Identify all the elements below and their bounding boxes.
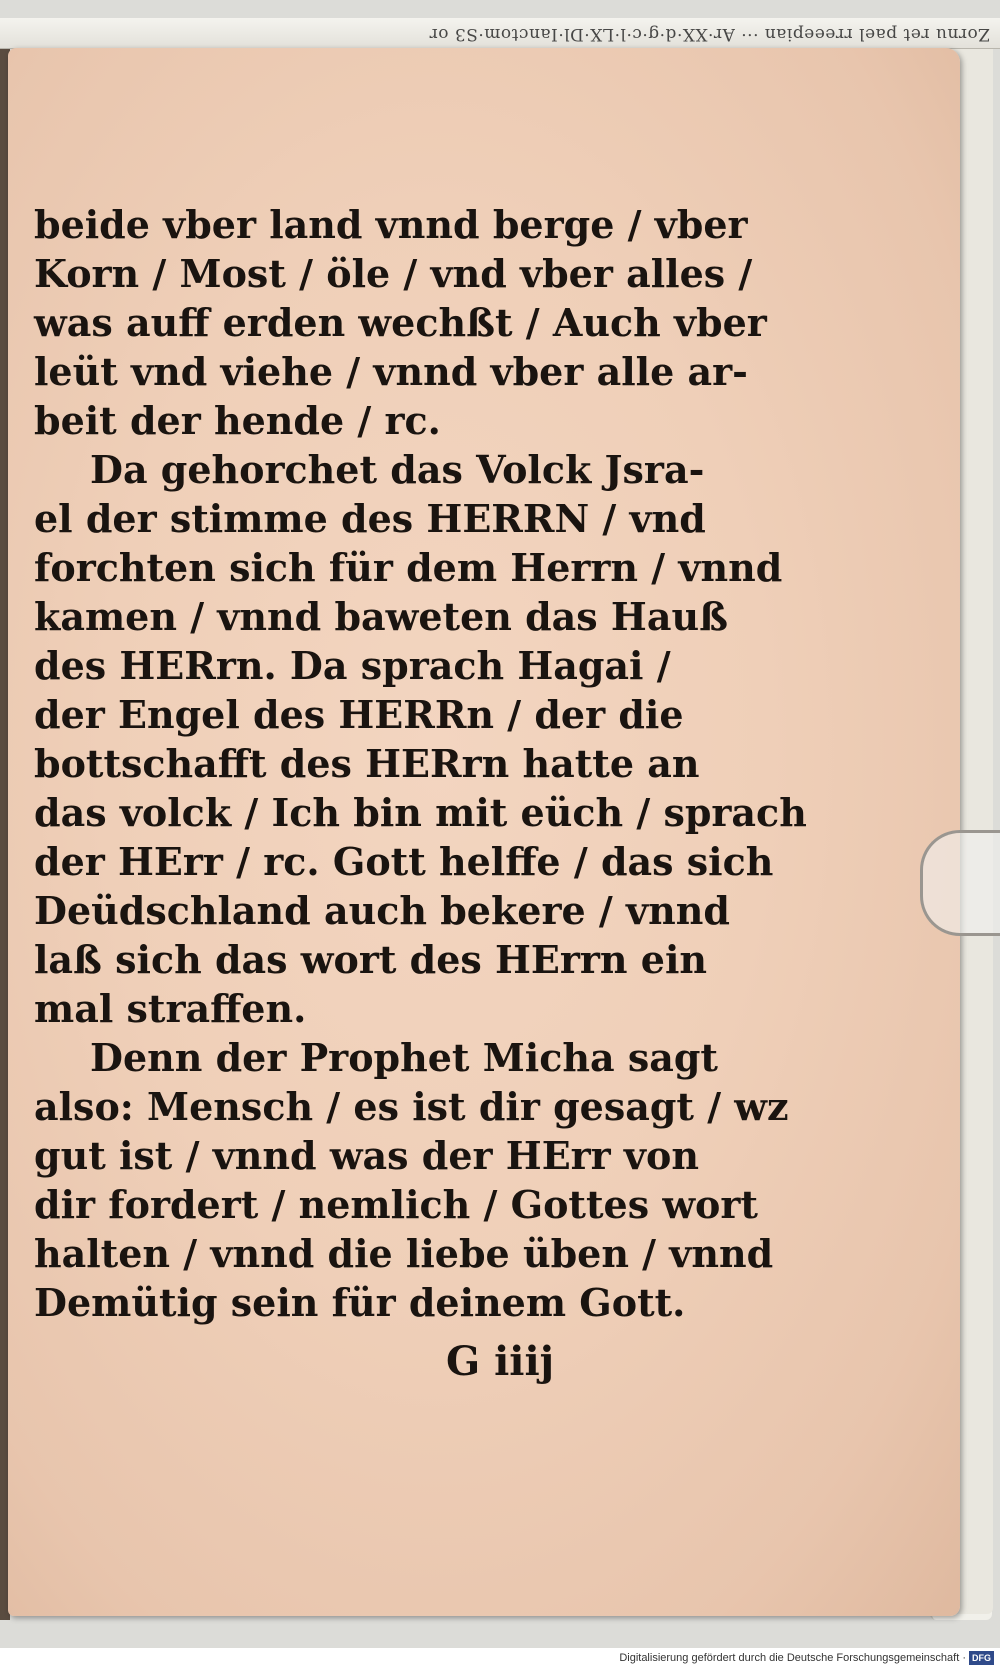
text-line: beide vber land vnnd berge / vber — [34, 202, 748, 247]
page-clip — [920, 830, 1000, 936]
text-line: das volck / Ich bin mit eüch / sprach — [34, 790, 807, 835]
text-line: was auff erden wechßt / Auch vber — [34, 300, 767, 345]
text-line: mal straffen. — [34, 986, 307, 1031]
text-line: gut ist / vnnd was der HErr von — [34, 1133, 699, 1178]
text-line: bottschafft des HERrn hatte an — [34, 741, 700, 786]
text-line: leüt vnd viehe / vnnd vber alle ar- — [34, 349, 748, 394]
text-line: Deüdschland auch bekere / vnnd — [34, 888, 730, 933]
text-line: kamen / vnnd baweten das Hauß — [34, 594, 728, 639]
text-line: also: Mensch / es ist dir gesagt / wz — [34, 1084, 789, 1129]
text-line: der Engel des HERRn / der die — [34, 692, 684, 737]
mirrored-header-text: Zornu ret pael rreeepian ··· Ar·XX·d·g·c·l·LX·Dl·Ianctom·S3 or — [429, 24, 990, 44]
text-line: Demütig sein für deinem Gott. — [34, 1280, 686, 1325]
dfg-logo: DFG — [969, 1651, 994, 1665]
text-line: dir fordert / nemlich / Gottes wort — [34, 1182, 758, 1227]
text-line: Denn der Prophet Micha sagt — [90, 1035, 718, 1080]
text-line: el der stimme des HERRN / vnd — [34, 496, 706, 541]
text-line: forchten sich für dem Herrn / vnnd — [34, 545, 783, 590]
text-line: Da gehorchet das Volck Jsra- — [90, 447, 705, 492]
signature-mark: G iiij — [446, 1338, 555, 1385]
text-line: Korn / Most / öle / vnd vber alles / — [34, 251, 753, 296]
page-text — [34, 200, 807, 1327]
text-line: der HErr / rc. Gott helffe / das sich — [34, 839, 774, 884]
text-line: halten / vnnd die liebe üben / vnnd — [34, 1231, 774, 1276]
text-line: des HERrn. Da sprach Hagai / — [34, 643, 671, 688]
text-line: beit der hende / rc. — [34, 398, 441, 443]
text-line: laß sich das wort des HErrn ein — [34, 937, 708, 982]
digitization-credit: Digitalisierung gefördert durch die Deutsche Forschungsgemeinschaft · — [619, 1652, 966, 1664]
